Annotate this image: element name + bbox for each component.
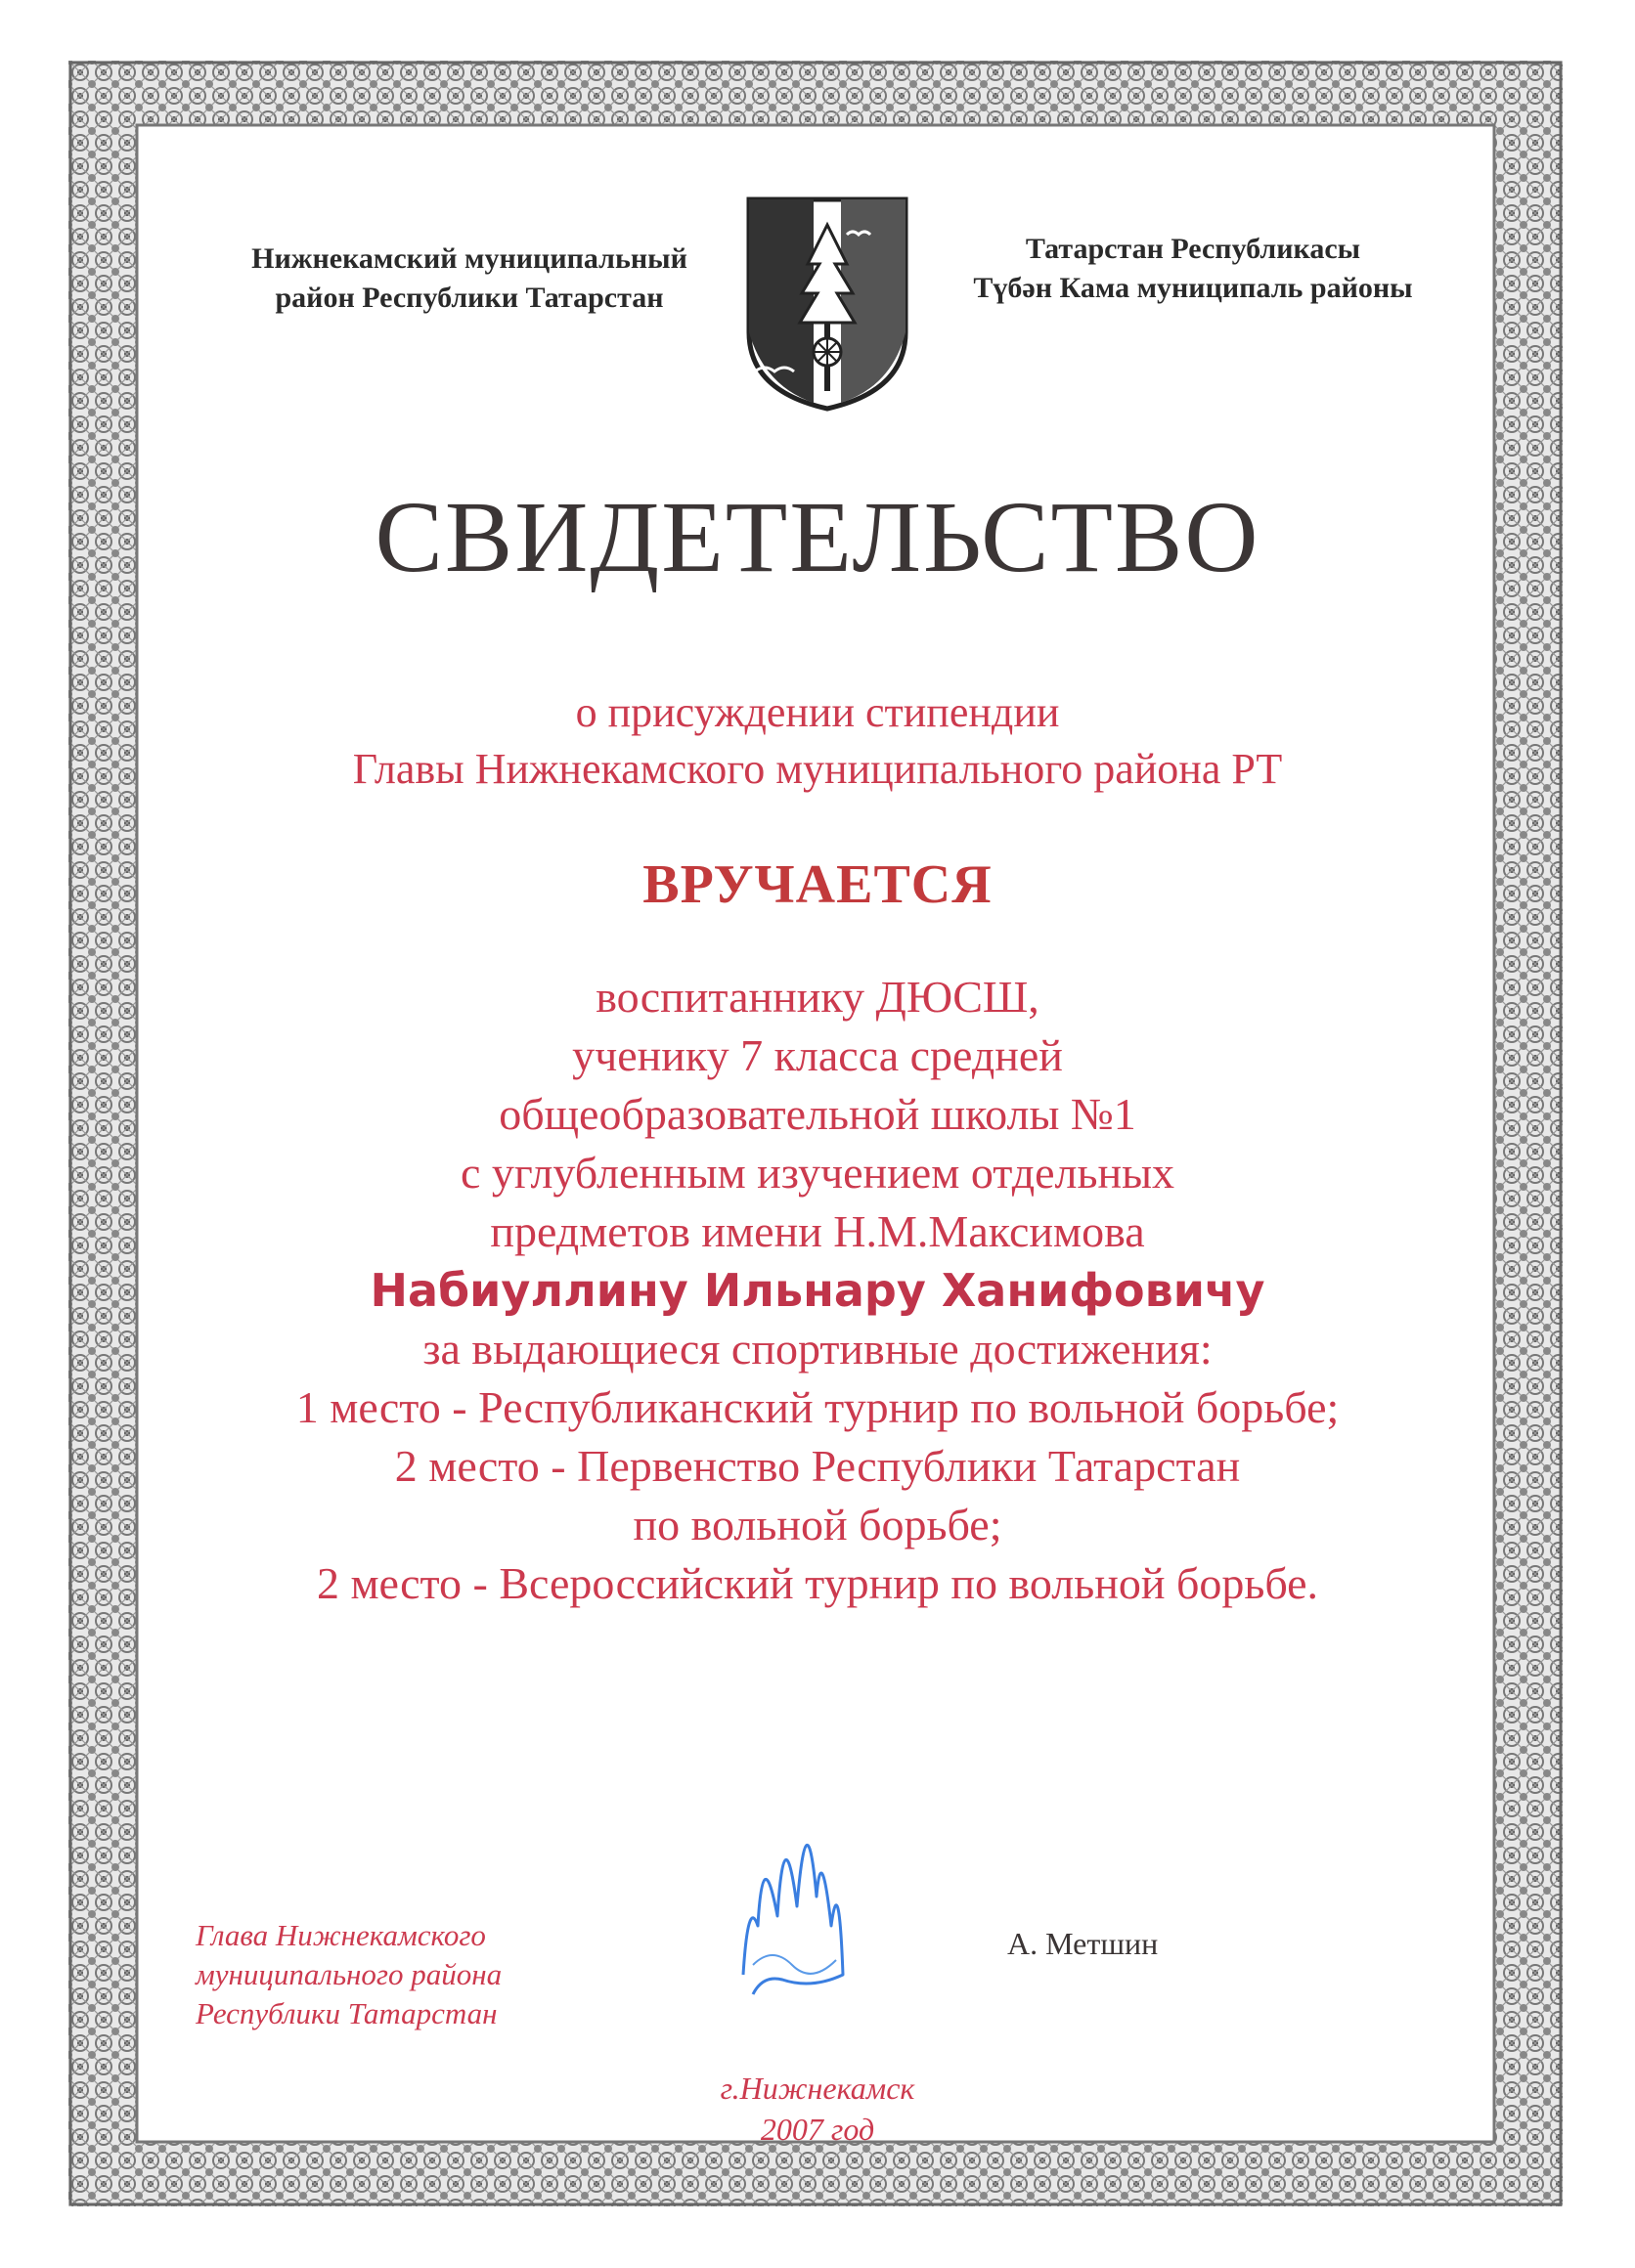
achievement-line: за выдающиеся спортивные достижения: [422, 1324, 1213, 1374]
award-label: ВРУЧАЕТСЯ [642, 854, 993, 915]
body-line: воспитаннику ДЮСШ, [596, 972, 1039, 1022]
certificate-body [0, 968, 1635, 1613]
recipient-name: Набиуллину Ильнару Ханифовичу [370, 1264, 1265, 1317]
body-line: предметов имени Н.М.Максимова [490, 1206, 1145, 1256]
year: 2007 год [760, 2112, 875, 2147]
signatory-name: А. Метшин [1007, 1926, 1159, 1961]
body-line: с углубленным изучением отдельных [461, 1148, 1174, 1198]
achievement-line: 2 место - Всероссийский турнир по вольной борьбе. [316, 1558, 1319, 1608]
header-right-line1: Татарстан Республикасы [1025, 233, 1361, 265]
achievement-line: по вольной борьбе; [633, 1500, 1002, 1549]
subtitle-line2: Главы Нижнекамского муниципального района РТ [352, 745, 1283, 793]
coat-of-arms-emblem [745, 196, 909, 413]
achievement-line: 1 место - Республиканский турнир по вольной борьбе; [295, 1382, 1340, 1432]
header-left-line2: район Республики Татарстан [275, 282, 664, 314]
header-right [919, 230, 1467, 308]
signatory-title-line: муниципального района [196, 1957, 503, 1991]
body-line: ученику 7 класса средней [572, 1030, 1063, 1080]
header-left [186, 240, 753, 318]
place: г.Нижнекамск [720, 2071, 915, 2106]
signatory-title [196, 1916, 645, 2033]
header-left-line1: Нижнекамский муниципальный [251, 242, 687, 275]
signatory-title-line: Республики Татарстан [196, 1996, 498, 2030]
signatory-title-line: Глава Нижнекамского [196, 1918, 486, 1952]
document-title: СВИДЕТЕЛЬСТВО [375, 481, 1260, 593]
body-line: общеобразовательной школы №1 [499, 1089, 1136, 1139]
subtitle-line1: о присуждении стипендии [575, 688, 1060, 736]
handwritten-signature [724, 1779, 870, 2014]
subtitle [0, 684, 1635, 798]
place-and-year [0, 2068, 1635, 2150]
header-right-line2: Түбән Кама муниципаль районы [973, 272, 1413, 304]
achievement-line: 2 место - Первенство Республики Татарстан [394, 1441, 1241, 1491]
